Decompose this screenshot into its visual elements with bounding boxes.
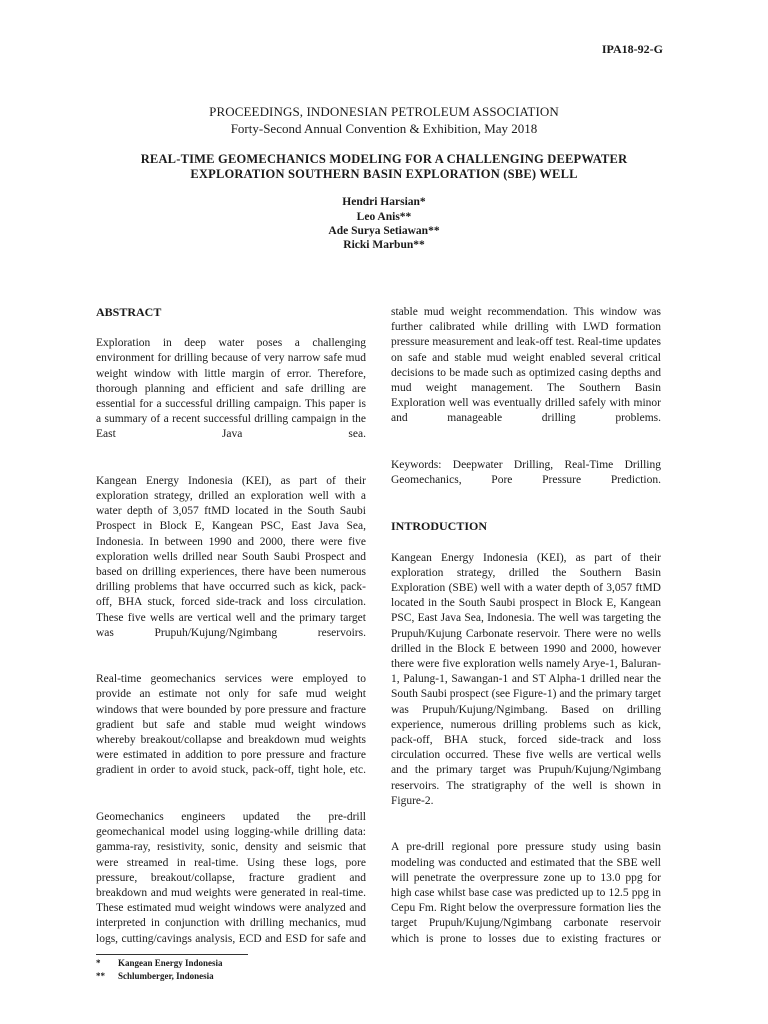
keywords: Keywords: Deepwater Drilling, Real-Time Drilling Geomechanics, Pore Pressure Prediction. — [391, 458, 661, 487]
author: Hendri Harsian* — [342, 196, 426, 208]
introduction-paragraph: A pre-drill regional pore pressure study using basin modeling was conducted and estimated that the SBE well will penetrate the overpressure zone up to 13.0 ppg for high case whilst base case was predicted up to 12.5 ppg in Cepu Fm. Right below the overpressure formation lies the target Prupuh/Kujung/Ngimbang carbonate reservoir which is prone to losses due to existing fractures or — [391, 841, 661, 945]
footnote-text: Schlumberger, Indonesia — [118, 971, 214, 981]
abstract-paragraph: Exploration in deep water poses a challenging environment for drilling because of very narrow safe mud weight window with little margin of error. Therefore, thorough planning and efficient and safe drilling are essential for a successful drilling campaign. This paper is a summary of a recent successful drilling campaign in the East Java sea. — [96, 337, 366, 441]
paper-id: IPA18-92-G — [601, 42, 663, 56]
right-column — [391, 305, 661, 962]
abstract-continued-paragraph: stable mud weight recommendation. This window was further calibrated while drilling with LWD formation pressure measurement and leak-off test. Real-time updates on safe and stable mud weight enabled several critical decisions to be made such as optimized casing depths and mud weight management. The Southern Basin Exploration well was eventually drilled safely with minor and manageable drilling problems. — [391, 306, 661, 425]
left-column — [96, 305, 366, 962]
footnote — [96, 958, 223, 968]
paper-title-line-2: EXPLORATION SOUTHERN BASIN EXPLORATION (SBE) WELL — [190, 167, 578, 181]
abstract-paragraph: Geomechanics engineers updated the pre-drill geomechanical model using logging-while drilling data: gamma-ray, resistivity, sonic, density and seismic that were streamed in real-time. Using these logs, pore pressure, breakout/collapse, fracture gradient and breakdown and mud weights were generated in real-time. These estimated mud weight windows were analyzed and interpreted in conjunction with drilling mechanics, mud logs, cutting/cavings analysis, ECD and ESD for safe and — [96, 810, 366, 945]
footnote — [96, 971, 214, 981]
paper-title-line-1: REAL-TIME GEOMECHANICS MODELING FOR A CHALLENGING DEEPWATER — [140, 152, 628, 166]
author: Ade Surya Setiawan** — [328, 225, 440, 237]
proceedings-organization: PROCEEDINGS, INDONESIAN PETROLEUM ASSOCIATION — [209, 104, 559, 119]
abstract-paragraph: Real-time geomechanics services were employed to provide an estimate not only for safe mud weight windows that were bounded by pore pressure and fracture gradient but safe and stable mud weight windows whereby breakout/collapse and breakdown mud weights were estimated in addition to pore pressure and fracture gradient in order to avoid stuck, pack-off, tight hole, etc. — [96, 673, 366, 777]
abstract-heading: ABSTRACT — [96, 305, 162, 319]
introduction-paragraph: Kangean Energy Indonesia (KEI), as part of their exploration strategy, drilled the Southern Basin Exploration (SBE) well with a water depth of 3,057 ftMD located in the South Saubi prospect in Block E, Kangean PSC, East Java Sea, Indonesia. The well was targeting the Prupuh/Kujung Carbonate reservoir. There were no wells drilled in the Block E between 1990 and 2000, however there were five exploration wells namely Arye-1, Baluran-1, Palung-1, Sawangan-1 and ST Alpha-1 drilled near the South Saubi prospect (see Figure-1) and the primary target was Prupuh/Kujung/Ngimbang. Based on drilling experience, numerous drilling problems such as kick, pack-off, BHA stuck, forced side-track and loss circulation occurred. These five wells are vertical wells and the primary target was Prupuh/Kujung/Ngimbang reservoirs. The stratigraphy of the well is shown in Figure-2. — [391, 551, 661, 807]
author: Ricki Marbun** — [343, 239, 425, 251]
footnote-mark: * — [96, 958, 101, 968]
author: Leo Anis** — [356, 211, 412, 223]
proceedings-event: Forty-Second Annual Convention & Exhibition, May 2018 — [230, 121, 538, 136]
footnote-divider — [96, 954, 248, 955]
footnote-text: Kangean Energy Indonesia — [118, 958, 223, 968]
footnote-mark: ** — [96, 971, 105, 981]
introduction-heading: INTRODUCTION — [391, 519, 488, 534]
abstract-paragraph: Kangean Energy Indonesia (KEI), as part of their exploration strategy, drilled an exploration well with a water depth of 3,057 ftMD located in the South Saubi Prospect in Block E, Kangean PSC, East Java Sea, Indonesia. In between 1990 and 2000, there were five exploration wells drilled near South Saubi Prospect and based on drilling experiences, there have been numerous drilling problems that have occurred such as kick, pack-off, BHA stuck, forced side-track and loss circulation. These five wells are vertical well and the primary target was Prupuh/Kujung/Ngimbang reservoirs. — [96, 474, 366, 639]
